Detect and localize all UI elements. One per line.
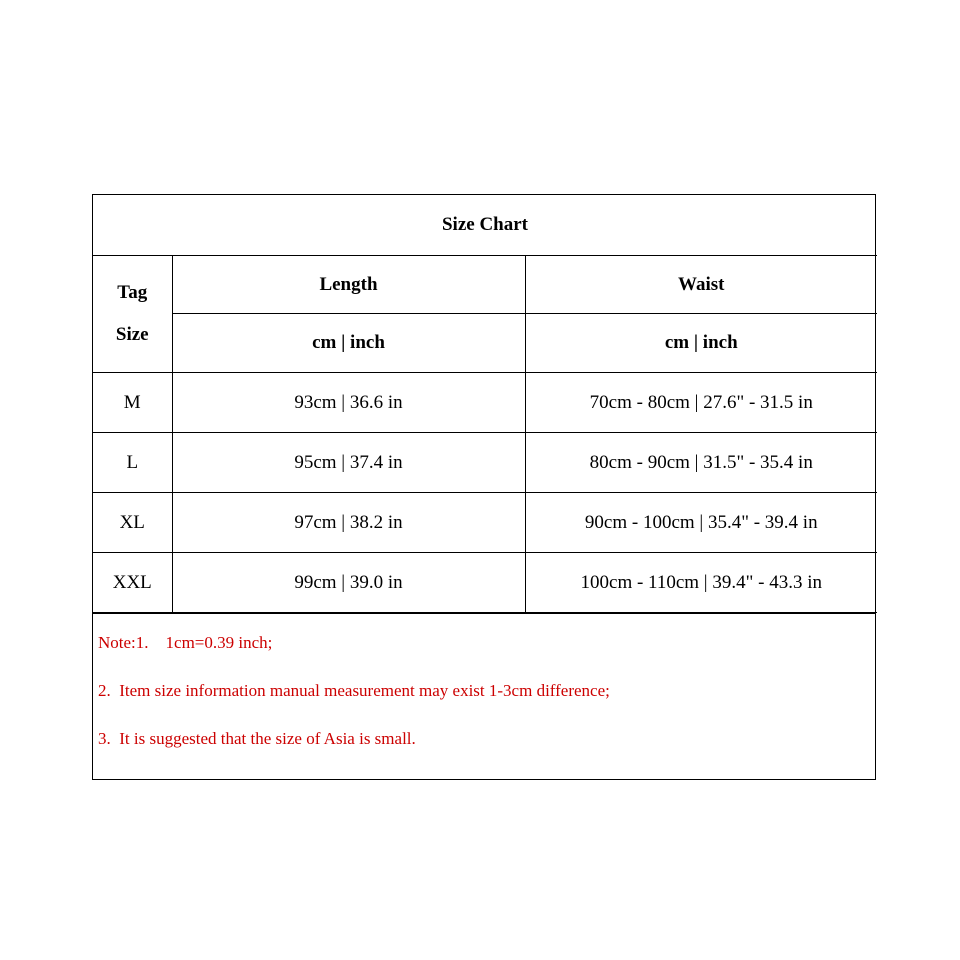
- note-line-3: 3. It is suggested that the size of Asia is small.: [98, 729, 416, 748]
- notes-section: [93, 613, 875, 779]
- length-header: Length: [172, 256, 525, 314]
- length-cell: 99cm | 39.0 in: [172, 553, 525, 613]
- table-row: [93, 553, 877, 613]
- length-cell: 97cm | 38.2 in: [172, 493, 525, 553]
- note-line-2: 2. Item size information manual measurement may exist 1-3cm difference;: [98, 681, 610, 700]
- table-row: [93, 433, 877, 493]
- waist-cell: 100cm - 110cm | 39.4" - 43.3 in: [525, 553, 877, 613]
- table-row: [93, 373, 877, 433]
- size-cell: M: [93, 373, 172, 433]
- tag-size-header: [93, 256, 172, 373]
- note-line-1: Note:1. 1cm=0.39 inch;: [98, 633, 273, 652]
- length-cell: 93cm | 36.6 in: [172, 373, 525, 433]
- table-row: [93, 493, 877, 553]
- waist-cell: 90cm - 100cm | 35.4" - 39.4 in: [525, 493, 877, 553]
- size-cell: L: [93, 433, 172, 493]
- length-cell: 95cm | 37.4 in: [172, 433, 525, 493]
- chart-title: Size Chart: [93, 195, 877, 256]
- waist-cell: 80cm - 90cm | 31.5" - 35.4 in: [525, 433, 877, 493]
- waist-units-header: cm | inch: [525, 314, 877, 373]
- size-chart: [92, 194, 876, 780]
- size-cell: XL: [93, 493, 172, 553]
- waist-cell: 70cm - 80cm | 27.6" - 31.5 in: [525, 373, 877, 433]
- length-units-header: cm | inch: [172, 314, 525, 373]
- tag-size-header-line2: Size: [115, 324, 149, 345]
- tag-size-header-line1: Tag: [117, 282, 148, 303]
- size-cell: XXL: [93, 553, 172, 613]
- waist-header: Waist: [525, 256, 877, 314]
- size-table: [93, 195, 877, 613]
